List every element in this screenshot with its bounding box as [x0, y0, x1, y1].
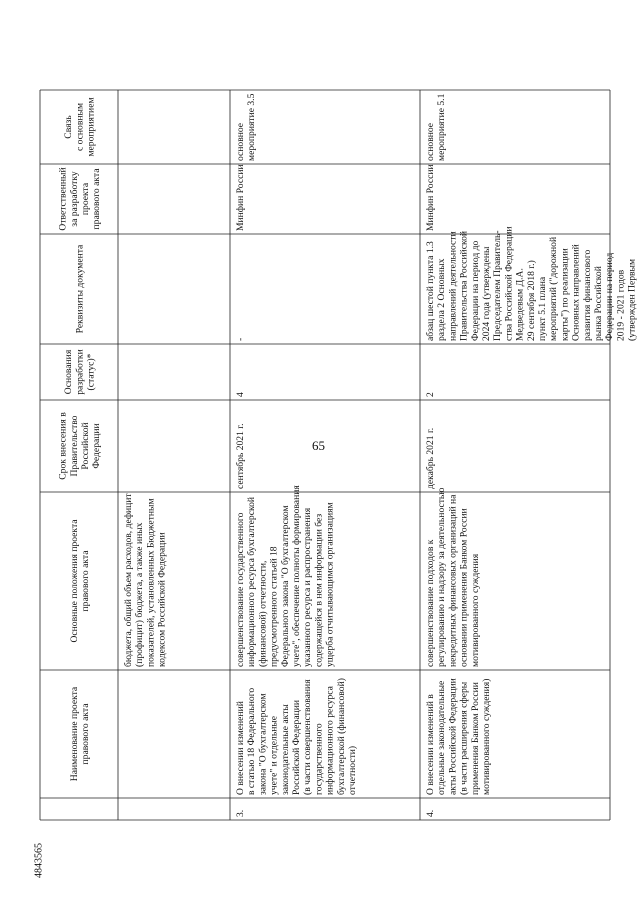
cell-name: применения Банком России [469, 682, 481, 795]
column-header-deadline: Срок внесения в [57, 412, 69, 480]
cell-num: 4. [425, 809, 436, 817]
cell-details: пункт 5.1 плана [537, 276, 548, 341]
cell-provisions: бюджета, общий объем расходов, дефицит [123, 493, 134, 667]
cell-link: мероприятие 3.5 [246, 93, 258, 161]
cell-provisions: (финансовой) отчетности, [257, 560, 269, 667]
cell-link: основное [235, 122, 246, 161]
cell-name: (в части расширения сферы [458, 681, 470, 795]
column-header-name: Наименование проекта [68, 686, 80, 782]
cell-details: (утвержден Первым [626, 258, 638, 341]
cell-basis: 2 [425, 392, 436, 397]
cell-name: О внесении изменений [235, 701, 246, 795]
cell-provisions: регулированию и надзору за деятельностью [436, 487, 448, 667]
cell-name: государственного [313, 723, 325, 795]
cell-name: информационного ресурса [324, 686, 336, 795]
column-header-deadline: Правительство [68, 415, 80, 477]
cell-name: мотивированного суждения) [481, 678, 492, 795]
cell-details: Председателем Правитель- [492, 230, 504, 341]
cell-provisions: Федерального закона "О бухгалтерском [279, 505, 291, 667]
cell-details: Основных направлений [570, 244, 582, 341]
cell-provisions: кодексом Российской Федерации [156, 532, 168, 667]
cell-provisions: мотивированного суждения [469, 553, 481, 667]
cell-details: 29 сентября 2018 г.) [525, 260, 537, 341]
column-header-responsible: правового акта [91, 168, 103, 230]
legislation-plan-table [40, 40, 638, 870]
cell-responsible: Минфин России [425, 164, 436, 231]
cell-link: мероприятие 5.1 [436, 93, 448, 161]
column-header-basis: Основания [63, 349, 75, 395]
cell-provisions: учете", обеспечение полноты формирования [291, 485, 302, 667]
cell-name: законодательные акты [279, 704, 291, 795]
column-header-provisions: Основные положения проекта [68, 519, 80, 643]
cell-provisions: содержащейся в нем информации без [313, 513, 325, 667]
cell-basis: 4 [235, 392, 246, 397]
cell-name: закона "О бухгалтерском [257, 693, 269, 795]
document-id: 4843565 [33, 843, 45, 878]
cell-details: мероприятий ("дорожной [548, 236, 560, 341]
cell-deadline: сентябрь 2021 г. [235, 423, 246, 489]
cell-name: акты Российской Федерации [447, 678, 459, 795]
cell-provisions: (профицит) бюджета, а также иных [134, 522, 146, 667]
cell-details: - [235, 337, 246, 341]
cell-provisions: ущерба отчитывающимся организациям [324, 502, 336, 667]
cell-provisions: совершенствование государственного [235, 512, 246, 667]
cell-name: отчетности) [347, 745, 358, 795]
column-header-link: Связь [63, 115, 75, 139]
cell-name: бухгалтерской (финансовой) [335, 678, 347, 795]
cell-link: основное [425, 122, 436, 161]
cell-details: ства Российской Федерации [503, 226, 515, 341]
cell-name: в статью 18 Федерального [246, 687, 258, 795]
cell-details: Медведевым Д.А. [514, 268, 526, 341]
cell-details: 2024 года (утверждены [481, 246, 492, 341]
cell-name: Российской Федерации [291, 700, 302, 795]
column-header-details: Реквизиты документа [74, 244, 86, 334]
cell-details: Федерации на период [604, 252, 616, 341]
cell-deadline: декабрь 2021 г. [425, 427, 436, 489]
cell-name: учете" и отдельные [268, 715, 280, 795]
cell-details: развития финансового [581, 249, 593, 341]
cell-name: (в части совершенствования [302, 679, 314, 795]
column-header-basis: (статус)* [85, 353, 97, 391]
column-header-link: с основным [74, 102, 86, 152]
cell-provisions: предусмотренного статьей 18 [268, 546, 280, 667]
cell-provisions: показателей, установленных Бюджетным [145, 498, 157, 667]
page-number: 65 [312, 438, 325, 453]
cell-details: карты") по реализации [559, 248, 571, 341]
cell-details: направлений деятельности [447, 231, 459, 341]
cell-num: 3. [235, 809, 246, 817]
column-header-basis: разработки [74, 349, 86, 395]
cell-provisions: указанного ресурса и распространения [302, 507, 314, 667]
cell-details: Федерации на период до [469, 240, 481, 341]
column-header-provisions: правового акта [80, 550, 91, 612]
column-header-deadline: Федерации [91, 423, 103, 469]
table-body [40, 90, 638, 820]
cell-details: абзац шестой пункта 1.3 [425, 241, 436, 341]
rotated-table-container [40, 40, 638, 870]
cell-name: О внесении изменений в [425, 694, 436, 795]
cell-responsible: Минфин России [235, 164, 246, 231]
cell-provisions: некредитных финансовых организаций на [447, 494, 459, 667]
column-header-name: правового акта [80, 703, 91, 765]
cell-details: рынка Российской [593, 266, 604, 341]
column-header-deadline: Российской [80, 422, 91, 470]
cell-name: отдельные законодательные [436, 680, 448, 795]
cell-provisions: совершенствование подходов к [425, 539, 436, 667]
column-header-responsible: Ответственный [57, 167, 69, 231]
cell-details: Правительства Российской [458, 230, 470, 341]
cell-provisions: основании применения Банком России [458, 508, 470, 667]
cell-provisions: информационного ресурса бухгалтерской [246, 496, 258, 667]
column-header-responsible: за разработку [68, 171, 80, 227]
column-header-link: мероприятием [85, 97, 97, 157]
cell-details: раздела 2 Основных [436, 258, 448, 341]
column-header-responsible: проекта [80, 182, 91, 216]
cell-details: 2019 - 2021 годов [615, 269, 627, 341]
